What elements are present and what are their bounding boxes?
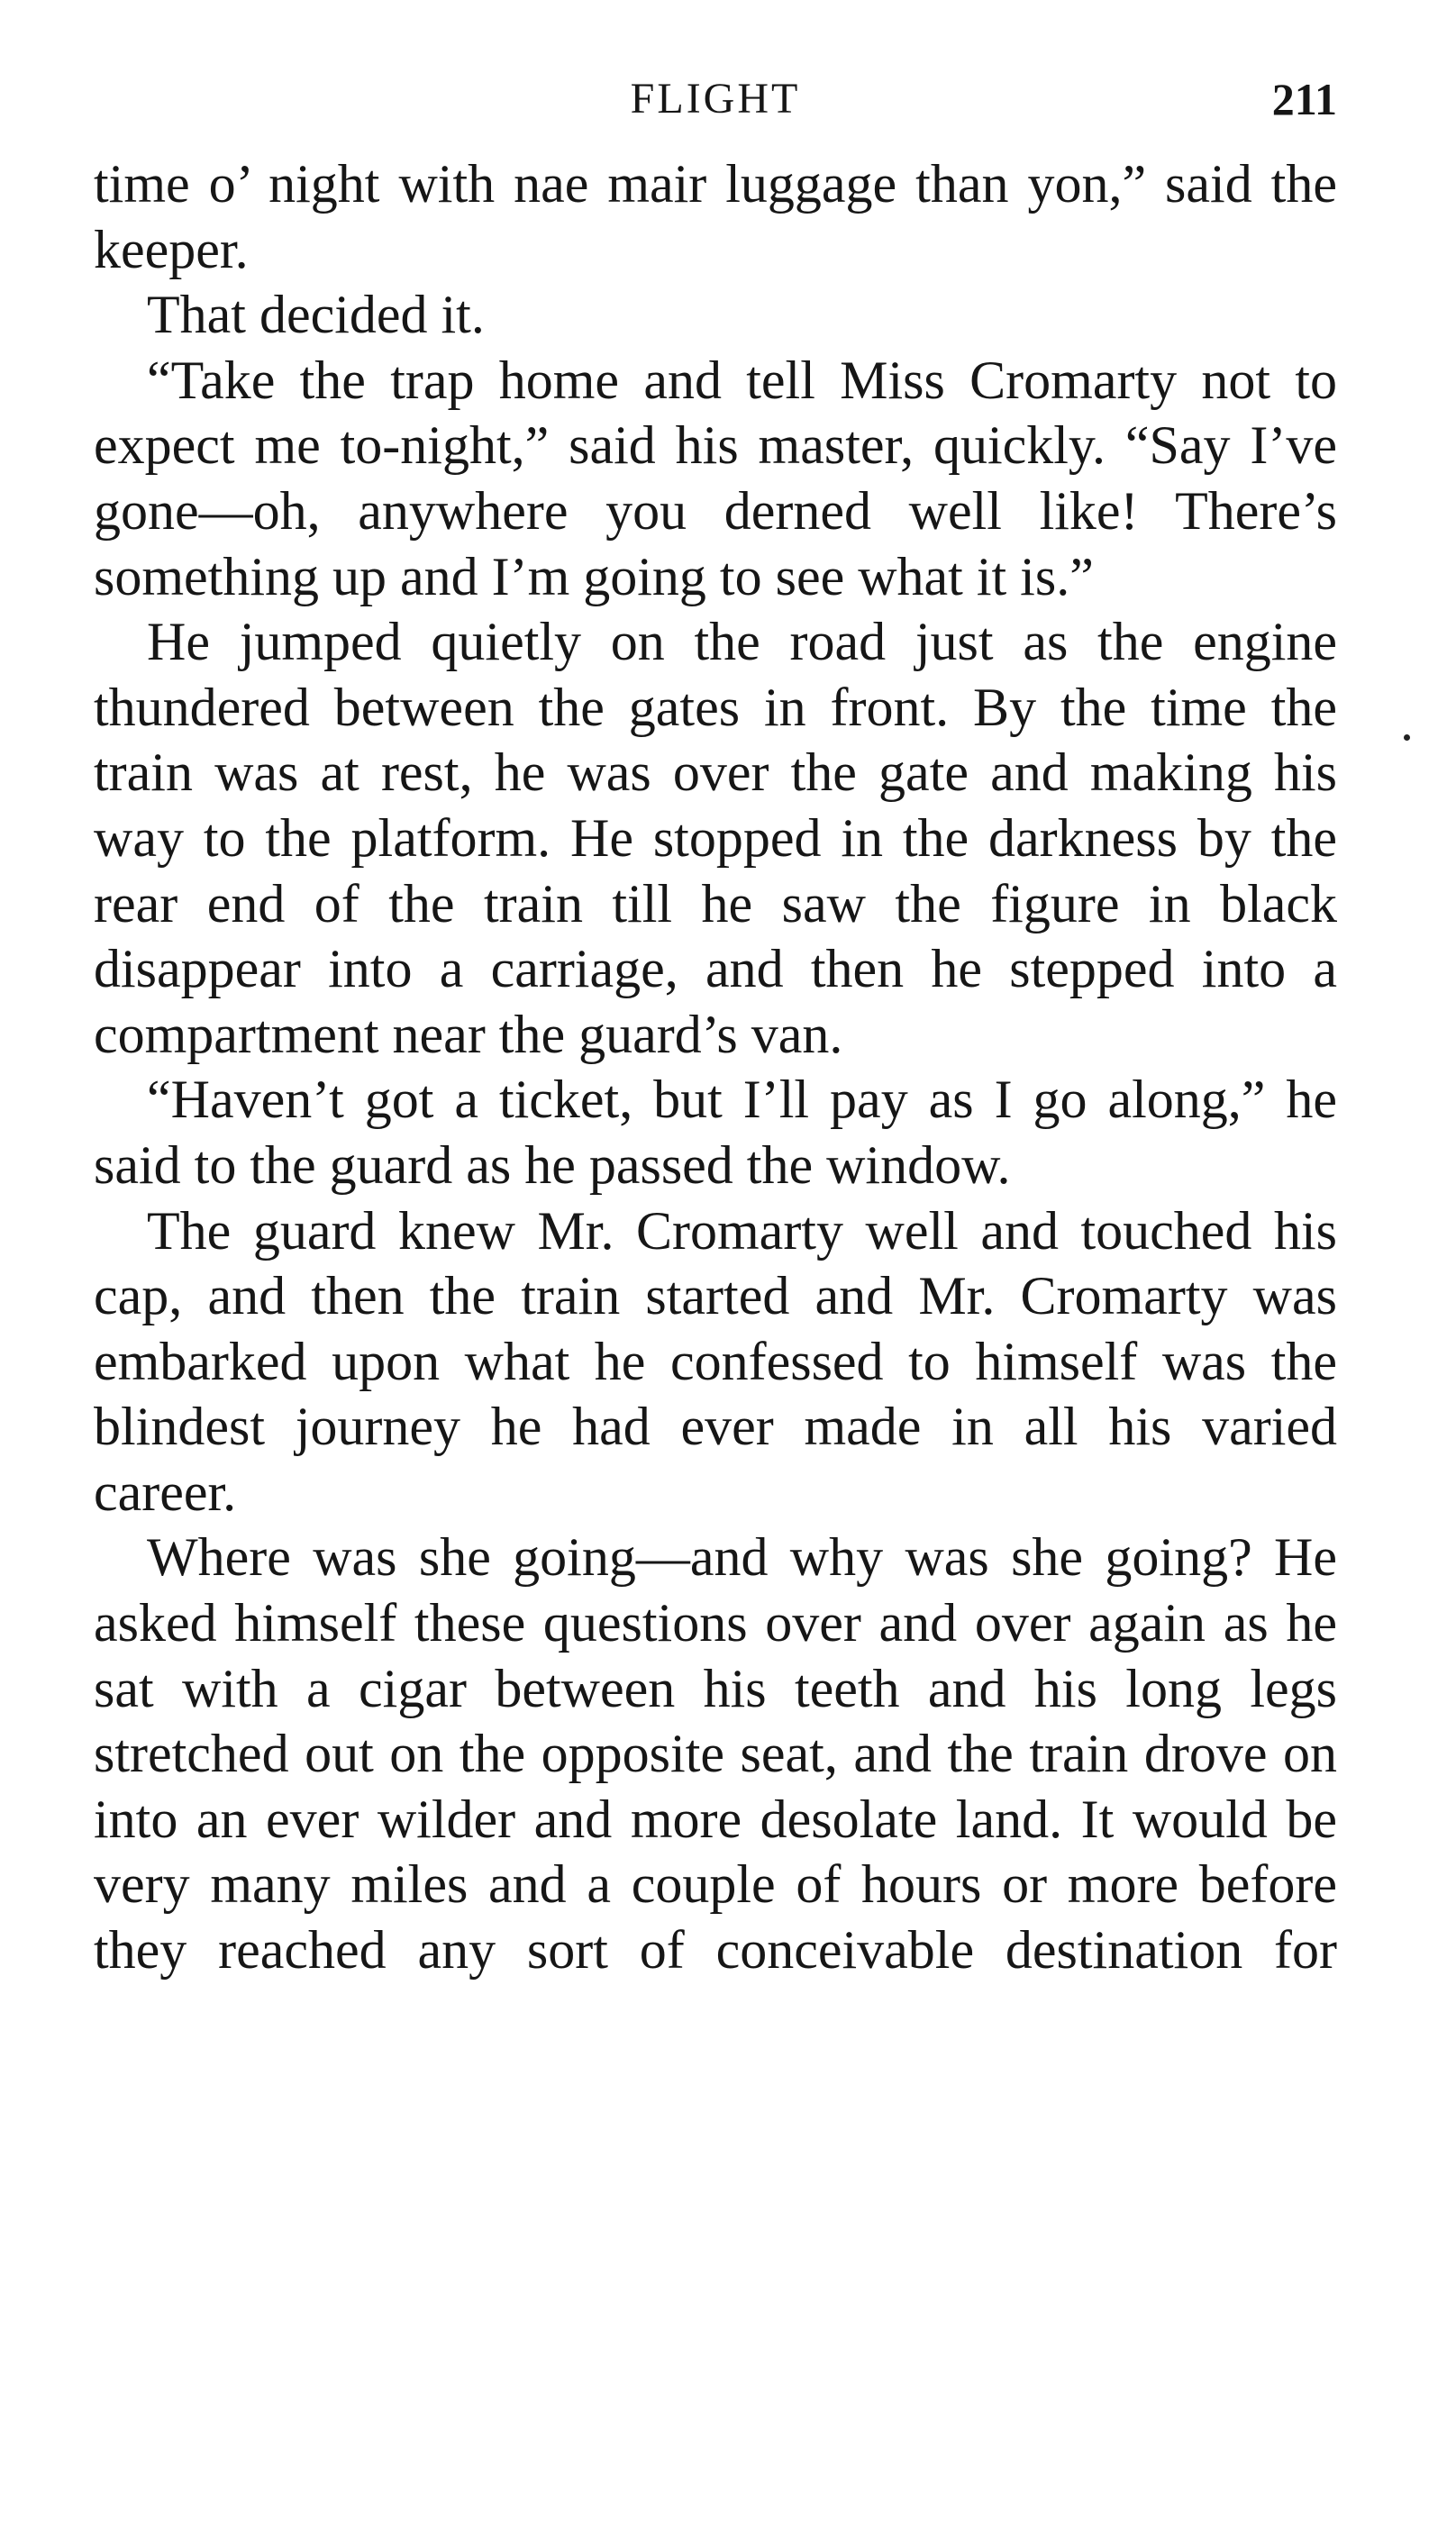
paragraph: That decided it. [147,285,485,345]
running-title: FLIGHT [630,75,801,123]
page-header [94,63,1337,135]
paragraph: “Haven’t got a ticket, but I’ll pay as I go along,” he said to the guard as he passed the window. [94,1070,1337,1195]
page-number: 211 [1271,74,1337,124]
paragraph: time o’ night with nae mair luggage than yon,” said the keeper. [94,154,1337,279]
paragraph: He jumped quietly on the road just as the engine thundered between the gates in front. By the time the train was at rest, he was over the gate and making his way to the platform. He stopped in the darkness by the rear end of the train till he saw the figure in black disappear into a carriage, and then he stepped into a compartment near the guard’s van. [94,612,1337,1064]
paragraph: Where was she going—and why was she going? He asked himself these questions over and over again as he sat with a cigar between his teeth and his long legs stretched out on the opposite seat, and the train drove on into an ever wilder and more desolate land. It would be very many miles and a couple of hours or more before they reached any sort of conceivable destination for [94,1527,1337,1981]
body-text [94,151,1337,1983]
paragraph: “Take the trap home and tell Miss Cromarty not to expect me to-night,” said his master, quickly. “Say I’ve gone—oh, anywhere you derned well like! There’s something up and I’m going to see what it is.” [94,350,1337,606]
paragraph: The guard knew Mr. Cromarty well and touched his cap, and then the train started and Mr. Cromarty was embarked upon what he confessed to himself was the blindest journey he had ever made in all his varied career. [94,1200,1337,1522]
margin-mark [1404,734,1410,741]
